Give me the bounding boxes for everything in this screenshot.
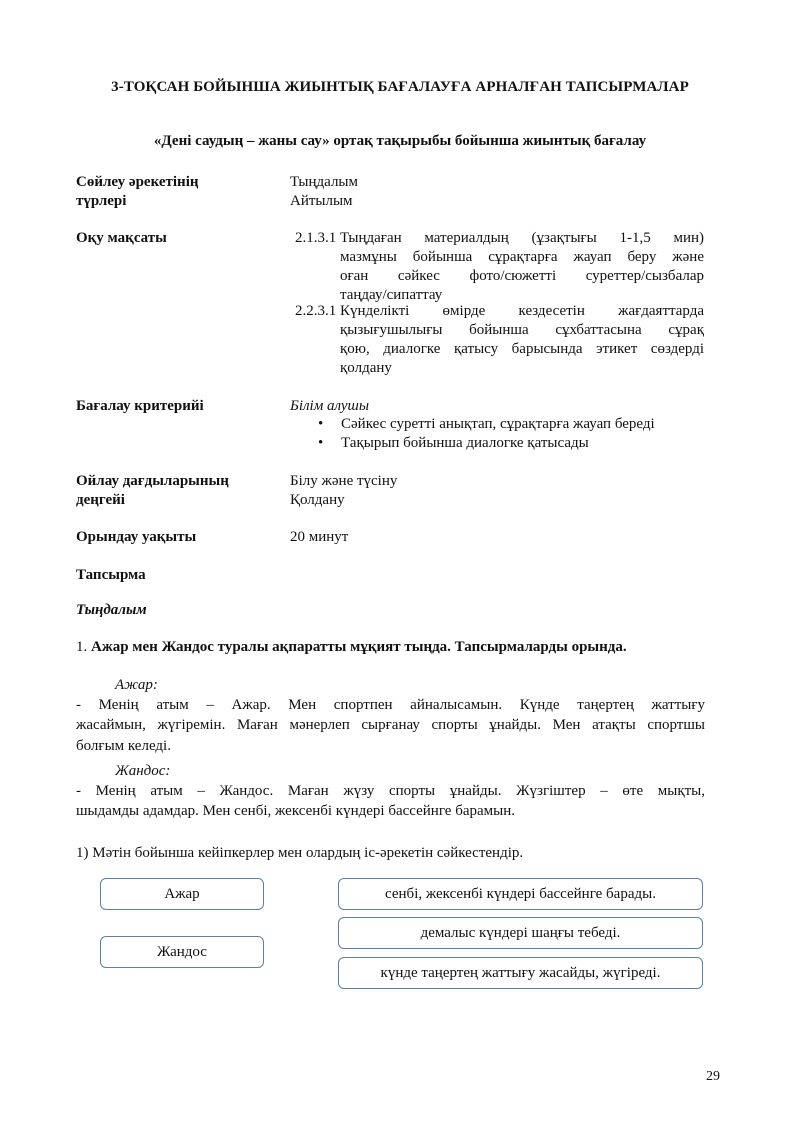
zhandos-line: шыдамды адамдар. Мен сенбі, жексенбі күндері бассейнге барамын.	[76, 803, 515, 819]
task-heading: Тапсырма	[76, 567, 146, 583]
azhar-line: - Менің атым – Ажар. Мен спортпен айналысамын. Күнде таңертең жаттығу	[76, 697, 705, 713]
learning-goal-line: таңдау/сипаттау	[340, 287, 443, 303]
task1-instruction	[76, 638, 627, 657]
criteria-intro: Білім алушы	[290, 398, 370, 414]
learning-goal-code-1: 2.1.3.1	[295, 230, 337, 246]
page-number: 29	[706, 1069, 720, 1084]
page-subtitle: «Дені саудың – жаны сау» ортақ тақырыбы бойынша жиынтық бағалау	[153, 133, 647, 149]
match-action-pool[interactable]: сенбі, жексенбі күндері бассейнге барады.	[338, 878, 703, 910]
speech-types-label-2: түрлері	[76, 193, 127, 209]
thinking-level-value-2: Қолдану	[290, 492, 345, 508]
criteria-bullet: Тақырып бойынша диалогке қатысады	[341, 435, 589, 451]
time-value: 20 минут	[290, 529, 349, 545]
listening-heading: Тыңдалым	[76, 602, 147, 618]
bullet-icon: •	[318, 416, 324, 432]
azhar-line: болғым келеді.	[76, 738, 171, 754]
task1-instruction-text: Ажар мен Жандос туралы ақпаратты мұқият тыңда. Тапсырмаларды орында.	[91, 639, 627, 655]
match-action-exercise[interactable]: күнде таңертең жаттығу жасайды, жүгіреді.	[338, 957, 703, 989]
azhar-speaker: Ажар:	[115, 677, 158, 693]
speech-types-label-1: Сөйлеу әрекетінің	[76, 174, 199, 190]
speech-types-value-1: Тыңдалым	[290, 174, 358, 190]
speech-types-value-2: Айтылым	[290, 193, 353, 209]
learning-goal-code-2: 2.2.3.1	[295, 303, 337, 319]
learning-goal-line: қызығушылығы бойынша сұхбаттасына сұрақ	[340, 322, 704, 338]
match-name-azhar[interactable]: Ажар	[100, 878, 264, 910]
learning-goal-line: қою, диалогке қатысу барысында этикет сөздерді	[340, 341, 704, 357]
match-action-ski[interactable]: демалыс күндері шаңғы тебеді.	[338, 917, 703, 949]
zhandos-speaker: Жандос:	[115, 763, 171, 779]
learning-goal-line: мазмұны бойынша сұрақтарға жауап беру және	[340, 249, 704, 265]
page-title: 3-ТОҚСАН БОЙЫНША ЖИЫНТЫҚ БАҒАЛАУҒА АРНАЛҒАН ТАПСЫРМАЛАР	[111, 79, 689, 95]
zhandos-line: - Менің атым – Жандос. Маған жүзу спорты ұнайды. Жүзгіштер – өте мықты,	[76, 783, 705, 799]
criteria-label: Бағалау критерийі	[76, 398, 204, 414]
learning-goal-line: оған сәйкес фото/сюжетті суреттер/сызбалар	[340, 268, 704, 284]
learning-goal-line: қолдану	[340, 360, 392, 376]
match-name-zhandos[interactable]: Жандос	[100, 936, 264, 968]
task1-number: 1.	[76, 639, 88, 655]
learning-goal-line: Күнделікті өмірде кездесетін жағдаяттарда	[340, 303, 704, 319]
learning-goal-label: Оқу мақсаты	[76, 230, 167, 246]
learning-goal-line: Тыңдаған материалдың (ұзақтығы 1-1,5 мин)	[340, 230, 704, 246]
thinking-level-label-2: деңгейі	[76, 492, 125, 508]
time-label: Орындау уақыты	[76, 529, 197, 545]
criteria-bullet: Сәйкес суретті анықтап, сұрақтарға жауап береді	[341, 416, 655, 432]
thinking-level-value-1: Білу және түсіну	[290, 473, 398, 489]
azhar-line: жасаймын, жүгіремін. Маған мәнерлеп сырғанау спорты ұнайды. Мен атақты спортшы	[76, 717, 705, 733]
thinking-level-label-1: Ойлау дағдыларының	[76, 473, 229, 489]
subtask1-prompt: 1) Мәтін бойынша кейіпкерлер мен олардың іс-әрекетін сәйкестендір.	[76, 845, 524, 861]
bullet-icon: •	[318, 435, 324, 451]
